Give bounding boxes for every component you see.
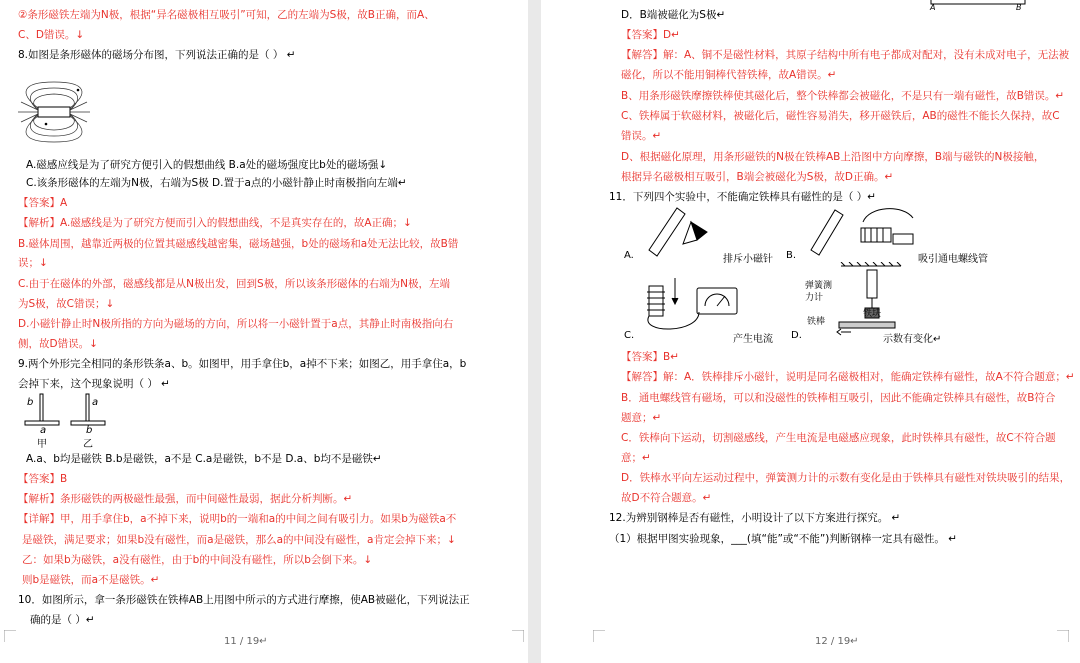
fig11-option-b: B. <box>786 250 797 261</box>
left-page-line-14: 9.两个外形完全相同的条形铁条a、b。如图甲，用手拿住b，a掉不下来；如图乙，用手拿住a，b <box>18 358 467 370</box>
right-page-line-18: 故D不符合题意。↵ <box>621 492 712 504</box>
fig9-label-b-right: b <box>86 425 93 436</box>
left-page <box>0 0 528 663</box>
right-page-line-5: B、用条形磁铁摩擦铁棒使其磁化后，整个铁棒都会被磁化，不是只有一端有磁性，故B错误。↵ <box>621 90 1065 102</box>
spring-scale-figure <box>831 262 911 338</box>
left-page-line-7: 【解析】A.磁感线是为了研究方便而引入的假想曲线，不是真实存在的，故A正确；↓ <box>18 217 412 229</box>
left-page-line-12: D.小磁针静止时N极所指的方向为磁场的方向，所以将一小磁针置于a点，其静止时南极指向右 <box>18 318 454 330</box>
fig9-label-b-left: b <box>27 397 34 408</box>
left-page-line-9: 误；↓ <box>18 257 48 269</box>
fig11-caption-c: 产生电流 <box>733 334 773 345</box>
fig11-option-c: C. <box>624 330 635 341</box>
right-page-line-1: D．B端被磁化为S极↵ <box>621 9 726 21</box>
iron-rod-repel-needle-figure <box>639 204 729 258</box>
fig9-label-yi: 乙 <box>83 439 93 450</box>
left-page-line-18: 【解析】条形磁铁的两极磁性最强，而中间磁性最弱，据此分析判断。↵ <box>18 493 353 505</box>
left-page-line-1: ②条形磁铁左端为N极，根据“异名磁极相互吸引”可知，乙的左端为S极，故B正确，而A、 <box>18 9 435 21</box>
left-page-line-21: 乙：如果b为磁铁，a没有磁性，由于b的中间没有磁性，所以b会倒下来。↓ <box>22 554 373 566</box>
crop-mark-bottom-right <box>512 630 524 642</box>
right-page-line-15: C．铁棒向下运动，切割磁感线，产生电流是电磁感应现象，此时铁棒具有磁性，故C不符合题 <box>621 432 1056 444</box>
iron-rod-solenoid-figure <box>803 204 923 258</box>
fig11-caption-d: 示数有变化↵ <box>883 334 942 345</box>
fig11-label-spring2: 力计 <box>805 293 824 303</box>
fig11-option-d: D. <box>791 330 802 341</box>
fig11-label-iron-rod: 铁棒 <box>807 317 826 327</box>
left-page-line-17: 【答案】B <box>18 473 68 485</box>
fig9-label-a-right: a <box>92 397 99 408</box>
left-page-line-15: 会掉下来，这个现象说明（ ） ↵ <box>18 378 170 390</box>
left-page-line-4: A.磁感应线是为了研究方便引入的假想曲线 B.a处的磁场强度比b处的磁场强↓ <box>26 159 388 171</box>
left-page-line-13: 侧，故D错误。↓ <box>18 338 98 350</box>
right-page-line-9: 根据异名磁极相互吸引，B端会被磁化为S极，故D正确。↵ <box>621 171 894 183</box>
left-page-line-22: 则b是磁铁，而a不是磁铁。↵ <box>22 574 160 586</box>
right-page-line-11: 【答案】B↵ <box>621 351 680 363</box>
right-page-line-14: 题意；↵ <box>621 412 662 424</box>
induction-current-figure <box>639 272 745 336</box>
fig9-label-a-left: a <box>40 425 47 436</box>
fig11-caption-b: 吸引通电螺线管 <box>918 254 988 265</box>
crop-mark-bottom-right-2 <box>1057 630 1069 642</box>
fig11-label-iron-block: 铁块 <box>863 309 882 319</box>
left-page-line-6: 【答案】A <box>18 197 68 209</box>
fig11-label-spring: 弹簧测 <box>805 281 833 291</box>
crop-mark-bottom-left <box>4 630 16 642</box>
right-page-line-8: D、根据磁化原理，用条形磁铁的N极在铁棒AB上沿图中方向摩擦，B端与磁铁的N极接触， <box>621 151 1045 163</box>
fig11-caption-a: 排斥小磁针 <box>723 254 773 265</box>
right-page <box>541 0 1080 663</box>
right-page-line-12: 【解答】解：A．铁棒排斥小磁针，说明是同名磁极相对，能确定铁棒有磁性，故A不符合题意；↵ <box>621 371 1075 383</box>
page-number-left: 11 / 19↵ <box>224 636 268 647</box>
left-page-line-11: 为S极，故C错误；↓ <box>18 298 115 310</box>
left-page-line-16: A.a、b均是磁铁 B.b是磁铁，a不是 C.a是磁铁，b不是 D.a、b均不是磁铁↵ <box>26 453 382 465</box>
left-page-line-3: 8.如图是条形磁体的磁场分布图，下列说法正确的是（ ） ↵ <box>18 49 296 61</box>
right-page-line-17: D．铁棒水平向左运动过程中，弹簧测力计的示数有变化是由于铁棒具有磁性对铁块吸引的结果， <box>621 472 1071 484</box>
left-page-line-20: 是磁铁，满足要求；如果b没有磁性，而a是磁铁，那么a的中间没有磁性，a肯定会掉下来；↓ <box>22 534 456 546</box>
left-page-line-24: 确的是（ ）↵ <box>30 614 95 626</box>
right-page-line-6: C、铁棒属于软磁材料，被磁化后，磁性容易消失，移开磁铁后，AB的磁性不能长久保持，故C <box>621 110 1060 122</box>
fig10-label-a: A <box>930 3 936 12</box>
left-page-line-19: 【详解】甲，用手拿住b，a不掉下来，说明b的一端和a的中间之间有吸引力。如果b为磁铁a不 <box>18 513 457 525</box>
right-page-line-20: （1）根据甲图实验现象，___(填“能”或“不能”)判断钢棒一定具有磁性。 ↵ <box>609 533 958 545</box>
bar-magnet-field-figure <box>16 80 92 146</box>
right-page-line-13: B．通电螺线管有磁场，可以和没磁性的铁棒相互吸引，因此不能确定铁棒具有磁性，故B符合 <box>621 392 1056 404</box>
right-page-line-3: 【解答】解：A、铜不是磁性材料，其原子结构中所有电子都成对配对，没有未成对电子，无法被 <box>621 49 1070 61</box>
right-page-line-4: 磁化，所以不能用铜棒代替铁棒，故A错误。↵ <box>621 69 837 81</box>
crop-mark-bottom-left-2 <box>593 630 605 642</box>
left-page-line-2: C、D错误。↓ <box>18 29 85 41</box>
right-page-line-19: 12.为辨别钢棒是否有磁性，小明设计了以下方案进行探究。 ↵ <box>609 512 901 524</box>
fig10-label-b: B <box>1016 3 1022 12</box>
page-number-right: 12 / 19↵ <box>815 636 859 647</box>
iron-rod-ab-figure <box>929 0 1029 8</box>
fig11-option-a: A. <box>624 250 634 261</box>
right-page-line-10: 11．下列四个实验中，不能确定铁棒具有磁性的是（ ）↵ <box>609 191 876 203</box>
right-page-line-7: 错误。↵ <box>621 130 662 142</box>
left-page-line-23: 10．如图所示，拿一条形磁铁在铁棒AB上用图中所示的方式进行摩擦，使AB被磁化，下列说法正 <box>18 594 470 606</box>
right-page-line-2: 【答案】D↵ <box>621 29 680 41</box>
fig9-label-jia: 甲 <box>37 439 47 450</box>
right-page-line-16: 意；↵ <box>621 452 651 464</box>
left-page-line-10: C.由于在磁体的外部，磁感线都是从N极出发，回到S极，所以该条形磁体的右端为N极，左端 <box>18 278 451 290</box>
left-page-line-5: C.该条形磁体的左端为N极，右端为S极 D.置于a点的小磁针静止时南极指向左端↵ <box>26 177 407 189</box>
left-page-line-8: B.磁体周围，越靠近两极的位置其磁感线越密集，磁场越强，b处的磁场和a处无法比较，故B错 <box>18 238 459 250</box>
